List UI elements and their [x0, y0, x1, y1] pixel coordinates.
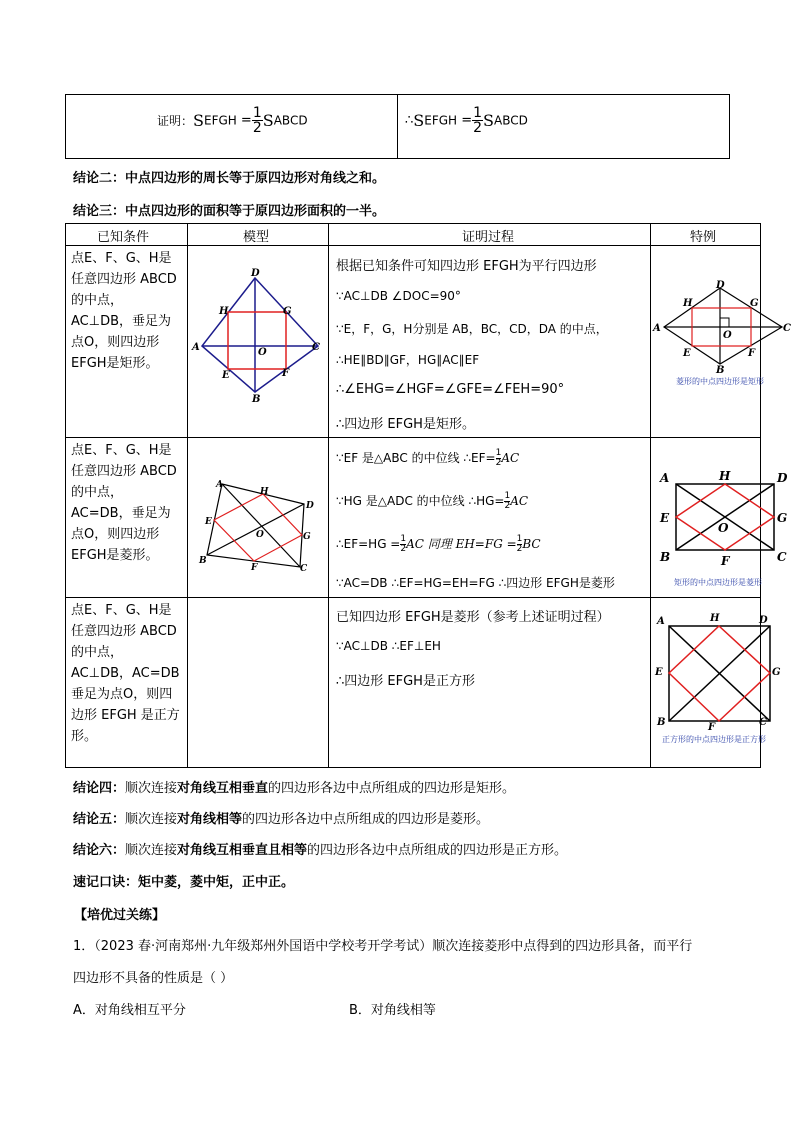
svg-text:H: H — [719, 469, 731, 483]
svg-text:C: C — [300, 564, 308, 574]
row2-special-rectangle — [654, 466, 794, 576]
row1-proof-line1: 根据已知条件可知四边形 EFGH为平行四边形 — [336, 259, 597, 274]
option-b: B．对角线相等 — [349, 1003, 436, 1018]
svg-text:E: E — [205, 517, 212, 527]
mnemonic: 速记口诀：矩中菱，菱中矩，正中正。 — [73, 875, 295, 890]
svg-text:G: G — [750, 298, 759, 309]
svg-text:B: B — [716, 365, 725, 374]
svg-text:D: D — [306, 501, 314, 511]
row2-proof-line1: ∵EF 是△ABC 的中位线 ∴EF= $\frac{1}{2}$ AC — [336, 448, 520, 468]
top-right-formula: ∴SEFGH = $\frac{1}{2}$ SABCD — [405, 105, 528, 136]
svg-text:O: O — [258, 347, 267, 358]
exercise-section-title: 【培优过关练】 — [74, 908, 166, 923]
svg-text:E: E — [683, 348, 691, 359]
svg-text:F: F — [721, 554, 730, 568]
header-model: 模型 — [243, 230, 270, 245]
option-a: A．对角线相互平分 — [73, 1003, 186, 1018]
svg-text:F: F — [748, 348, 756, 359]
svg-text:H: H — [260, 487, 269, 497]
row1-caption: 菱形的中点四边形是矩形 — [676, 377, 764, 386]
svg-text:C: C — [312, 342, 320, 353]
row2-model-diagram — [194, 475, 324, 575]
svg-text:G: G — [303, 532, 311, 542]
row3-condition: 点E、F、G、H是任意四边形 ABCD 的中点，AC⊥DB，AC=DB垂足为点O，则四边形 EFGH 是正方形。 — [71, 603, 180, 744]
row3-proof-line1: 已知四边形 EFGH是菱形（参考上述证明过程） — [336, 610, 610, 625]
row1-condition: 点E、F、G、H是任意四边形 ABCD 的中点，AC⊥DB，垂足为点O，则四边形EFGH是矩形。 — [71, 251, 177, 371]
row1-model-diagram — [190, 266, 326, 408]
svg-text:E: E — [660, 511, 670, 525]
svg-text:H: H — [683, 298, 693, 309]
row3-proof-line3: ∴四边形 EFGH是正方形 — [336, 674, 475, 689]
svg-text:B: B — [199, 556, 207, 566]
top-left-formula: 证明：SEFGH = $\frac{1}{2}$ SABCD — [157, 105, 308, 136]
header-special-case: 特例 — [690, 230, 717, 245]
svg-text:F: F — [251, 563, 258, 573]
row2-proof-line2: ∵HG 是△ADC 的中位线 ∴HG= $\frac{1}{2}$ AC — [336, 491, 529, 511]
row3-proof-line2: ∵AC⊥DB ∴EF⊥EH — [336, 639, 441, 653]
header-proof: 证明过程 — [462, 230, 515, 245]
svg-text:D: D — [777, 471, 788, 485]
svg-text:A: A — [216, 480, 223, 490]
row3-special-square — [653, 608, 783, 733]
svg-text:C: C — [777, 550, 787, 564]
svg-text:G: G — [777, 511, 788, 525]
row3-caption: 正方形的中点四边形是正方形 — [662, 735, 766, 744]
svg-text:F: F — [282, 368, 290, 379]
svg-text:H: H — [219, 306, 229, 317]
question-1-line1: 1．（2023 春·河南郑州·九年级郑州外国语中学校考开学考试）顺次连接菱形中点得到的四边形具备，而平行 — [73, 939, 693, 954]
svg-text:G: G — [283, 306, 292, 317]
svg-text:B: B — [657, 717, 666, 728]
svg-text:C: C — [759, 717, 767, 728]
fraction-half: $\frac{1}{2}$ — [473, 105, 483, 136]
svg-text:O: O — [718, 521, 729, 535]
svg-text:A: A — [660, 471, 670, 485]
conclusion-6: 结论六：顺次连接对角线互相垂直且相等的四边形各边中点所组成的四边形是正方形。 — [73, 843, 568, 858]
question-1-line2: 四边形不具备的性质是（ ） — [73, 971, 234, 986]
top-table-divider — [397, 94, 398, 159]
svg-text:B: B — [252, 394, 261, 405]
svg-text:D: D — [251, 268, 260, 279]
svg-text:H: H — [710, 613, 720, 624]
header-condition: 已知条件 — [97, 230, 150, 245]
conclusion-2: 结论二：中点四边形的周长等于原四边形对角线之和。 — [73, 171, 386, 186]
conclusion-4: 结论四：顺次连接对角线互相垂直的四边形各边中点所组成的四边形是矩形。 — [73, 781, 516, 796]
row1-proof-line4: ∴HE∥BD∥GF，HG∥AC∥EF — [336, 353, 480, 367]
svg-text:F: F — [708, 722, 716, 733]
row1-proof-line6: ∴四边形 EFGH是矩形。 — [336, 417, 475, 432]
svg-text:E: E — [655, 667, 663, 678]
svg-text:C: C — [783, 323, 791, 334]
fraction-half: $\frac{1}{2}$ — [252, 105, 262, 136]
svg-text:G: G — [772, 667, 781, 678]
svg-text:O: O — [256, 530, 264, 540]
row1-proof-line5: ∴∠EHG=∠HGF=∠GFE=∠FEH=90° — [336, 382, 565, 397]
svg-text:A: A — [653, 323, 661, 334]
row2-proof-line3: ∴EF=HG = $\frac{1}{2}$ AC 同理 EH=FG = $\frac{1}{2}$ BC — [336, 534, 541, 554]
proof-label: 证明： — [157, 114, 194, 128]
svg-text:O: O — [723, 330, 732, 341]
svg-text:A: A — [192, 342, 200, 353]
row2-condition: 点E、F、G、H是任意四边形 ABCD 的中点，AC=DB，垂足为点O，则四边形EFGH是菱形。 — [71, 443, 177, 563]
svg-text:A: A — [657, 616, 665, 627]
row1-proof-line2: ∵AC⊥DB ∠DOC=90° — [336, 289, 461, 303]
conclusion-3: 结论三：中点四边形的面积等于原四边形面积的一半。 — [73, 204, 386, 219]
svg-text:D: D — [716, 280, 725, 291]
row1-proof-line3: ∵E，F，G，H分别是 AB，BC，CD，DA 的中点， — [336, 322, 608, 336]
svg-text:B: B — [660, 550, 671, 564]
row2-proof-line4: ∵AC=DB ∴EF=HG=EH=FG ∴四边形 EFGH是菱形 — [336, 576, 615, 590]
row2-caption: 矩形的中点四边形是菱形 — [674, 578, 762, 587]
svg-text:D: D — [759, 615, 768, 626]
row1-special-rhombus — [652, 278, 792, 374]
conclusion-5: 结论五：顺次连接对角线相等的四边形各边中点所组成的四边形是菱形。 — [73, 812, 490, 827]
svg-text:E: E — [222, 370, 230, 381]
